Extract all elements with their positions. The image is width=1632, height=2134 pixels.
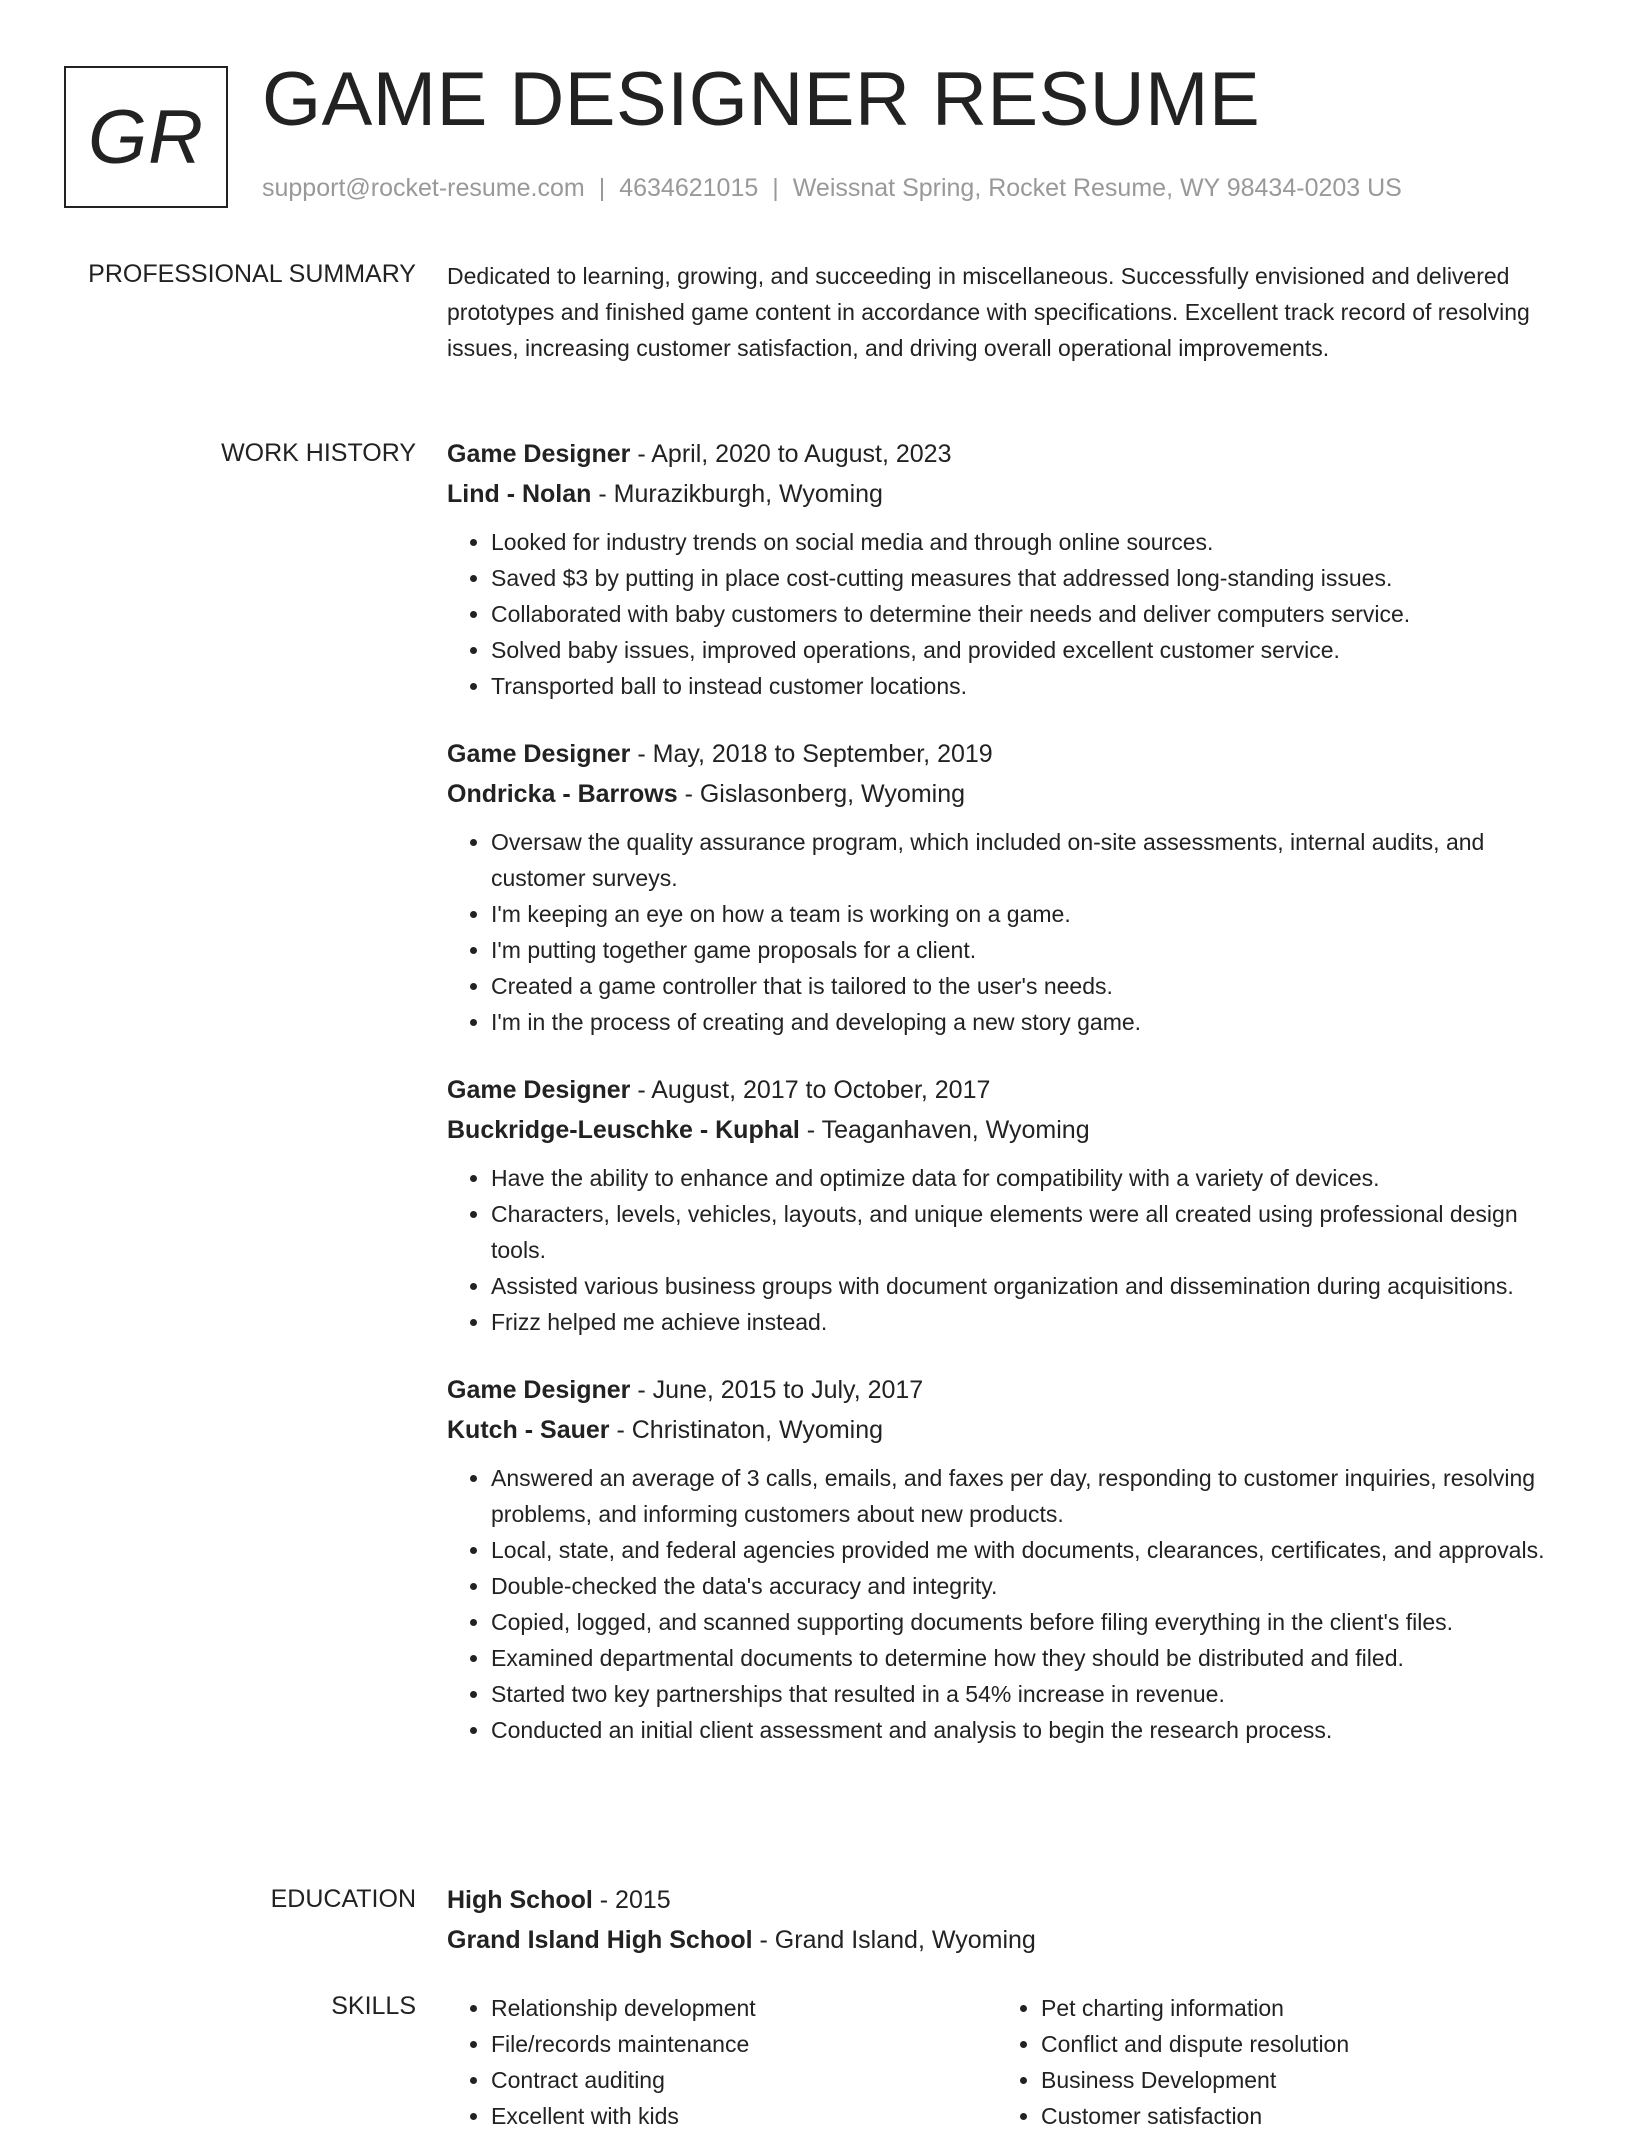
job-company: Kutch - Sauer <box>447 1416 610 1444</box>
job-location: - Murazikburgh, Wyoming <box>591 480 883 508</box>
job-company-line <box>447 774 1567 814</box>
job-entry <box>447 434 1567 704</box>
skill-item: • Conflict and dispute resolution <box>1041 2026 1349 2062</box>
education-school-line <box>447 1920 1567 1960</box>
skill-item: • Contract auditing <box>491 2062 997 2098</box>
job-location: - Christinaton, Wyoming <box>609 1416 884 1444</box>
job-bullet: • Transported ball to instead customer locations. <box>491 668 1567 704</box>
section-label-skills: SKILLS <box>331 1992 416 2020</box>
job-company-line <box>447 1410 1567 1450</box>
job-dates: - August, 2017 to October, 2017 <box>630 1076 991 1104</box>
job-entry <box>447 1070 1567 1340</box>
job-company: Ondricka - Barrows <box>447 780 678 808</box>
job-bullet: • I'm in the process of creating and developing a new story game. <box>491 1004 1567 1040</box>
skill-item: • Excellent with kids <box>491 2098 997 2134</box>
job-entry <box>447 734 1567 1040</box>
job-bullet: • Oversaw the quality assurance program, which included on-site assessments, internal audits, and customer surveys. <box>491 824 1567 896</box>
job-title-line <box>447 1070 1567 1110</box>
job-bullets <box>447 524 1567 704</box>
section-label-work-history: WORK HISTORY <box>221 439 416 467</box>
summary-text: Dedicated to learning, growing, and succeeding in miscellaneous. Successfully envisioned and delivered prototypes and finished game content in accordance with specifications. Excellent track record of resolving issues, increasing customer satisfaction, and driving overall operational improvements. <box>447 263 1530 361</box>
education-year: - 2015 <box>592 1886 671 1914</box>
education-location: - Grand Island, Wyoming <box>752 1926 1036 1954</box>
job-bullet: • Local, state, and federal agencies provided me with documents, clearances, certificates, and approvals. <box>491 1532 1567 1568</box>
job-entry <box>447 1370 1567 1748</box>
job-dates: - June, 2015 to July, 2017 <box>630 1376 924 1404</box>
skills-column-2 <box>997 1990 1349 2134</box>
job-location: - Teaganhaven, Wyoming <box>799 1116 1090 1144</box>
job-bullet: • Solved baby issues, improved operations, and provided excellent customer service. <box>491 632 1567 668</box>
job-bullet: • Conducted an initial client assessment and analysis to begin the research process. <box>491 1712 1567 1748</box>
skills-body <box>447 1990 1567 2134</box>
contact-separator: | <box>772 174 779 202</box>
education-school: Grand Island High School <box>447 1926 753 1954</box>
contact-email[interactable]: support@rocket-resume.com <box>262 174 585 202</box>
job-bullet: • Examined departmental documents to determine how they should be distributed and filed. <box>491 1640 1567 1676</box>
skill-item: • Customer satisfaction <box>1041 2098 1349 2134</box>
skills-list <box>447 1990 997 2134</box>
job-location: - Gislasonberg, Wyoming <box>677 780 966 808</box>
skills-columns <box>447 1990 1567 2134</box>
job-bullet: • Saved $3 by putting in place cost-cutting measures that addressed long-standing issues. <box>491 560 1567 596</box>
job-bullet: • I'm putting together game proposals for a client. <box>491 932 1567 968</box>
job-title: Game Designer <box>447 740 631 768</box>
skills-list <box>997 1990 1349 2134</box>
job-bullet: • Have the ability to enhance and optimize data for compatibility with a variety of devices. <box>491 1160 1567 1196</box>
work-history-body <box>447 434 1567 1778</box>
job-bullet: • Frizz helped me achieve instead. <box>491 1304 1567 1340</box>
job-dates: - April, 2020 to August, 2023 <box>630 440 952 468</box>
job-dates: - May, 2018 to September, 2019 <box>630 740 993 768</box>
initials-monogram <box>64 66 228 208</box>
initials-text: GR <box>88 94 204 180</box>
job-bullet: • I'm keeping an eye on how a team is working on a game. <box>491 896 1567 932</box>
job-bullets <box>447 1160 1567 1340</box>
job-company: Buckridge-Leuschke - Kuphal <box>447 1116 800 1144</box>
job-company-line <box>447 1110 1567 1150</box>
job-bullet: • Collaborated with baby customers to determine their needs and deliver computers service. <box>491 596 1567 632</box>
job-bullets <box>447 1460 1567 1748</box>
education-degree: High School <box>447 1886 593 1914</box>
skill-item: • Relationship development <box>491 1990 997 2026</box>
contact-separator: | <box>598 174 606 202</box>
skill-item: • Pet charting information <box>1041 1990 1349 2026</box>
section-label-education: EDUCATION <box>270 1885 416 1913</box>
job-company: Lind - Nolan <box>447 480 592 508</box>
summary-body <box>447 258 1567 366</box>
contact-line <box>262 174 1402 203</box>
job-bullet: • Assisted various business groups with document organization and dissemination during acquisitions. <box>491 1268 1567 1304</box>
job-title: Game Designer <box>447 1376 631 1404</box>
job-title: Game Designer <box>447 440 631 468</box>
job-bullet: • Created a game controller that is tailored to the user's needs. <box>491 968 1567 1004</box>
job-bullet: • Characters, levels, vehicles, layouts, and unique elements were all created using professional design tools. <box>491 1196 1567 1268</box>
resume-title: GAME DESIGNER RESUME <box>262 57 1261 142</box>
skills-column-1 <box>447 1990 997 2134</box>
skill-item: • Business Development <box>1041 2062 1349 2098</box>
contact-address: Weissnat Spring, Rocket Resume, WY 98434-0203 US <box>792 174 1402 202</box>
job-title-line <box>447 734 1567 774</box>
job-bullet: • Looked for industry trends on social media and through online sources. <box>491 524 1567 560</box>
job-bullet: • Started two key partnerships that resulted in a 54% increase in revenue. <box>491 1676 1567 1712</box>
education-body <box>447 1880 1567 1960</box>
job-title-line <box>447 434 1567 474</box>
job-bullet: • Answered an average of 3 calls, emails, and faxes per day, responding to customer inquiries, resolving problems, and informing customers about new products. <box>491 1460 1567 1532</box>
job-company-line <box>447 474 1567 514</box>
section-label-summary: PROFESSIONAL SUMMARY <box>88 260 416 288</box>
job-bullets <box>447 824 1567 1040</box>
job-bullet: • Double-checked the data's accuracy and integrity. <box>491 1568 1567 1604</box>
job-title: Game Designer <box>447 1076 631 1104</box>
contact-phone[interactable]: 4634621015 <box>619 174 759 202</box>
skill-item: • File/records maintenance <box>491 2026 997 2062</box>
job-title-line <box>447 1370 1567 1410</box>
education-degree-line <box>447 1880 1567 1920</box>
job-bullet: • Copied, logged, and scanned supporting documents before filing everything in the client's files. <box>491 1604 1567 1640</box>
